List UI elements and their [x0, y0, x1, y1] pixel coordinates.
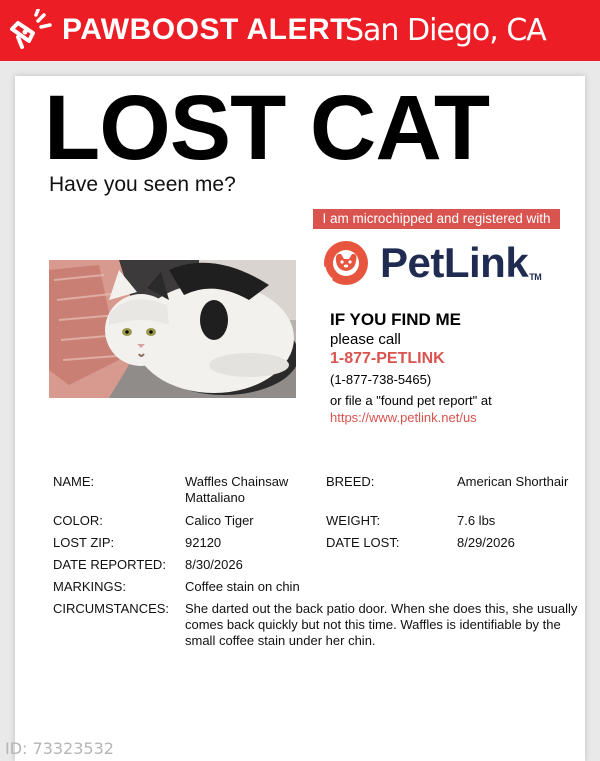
petlink-logo-text [380, 237, 541, 289]
location-label: San Diego, CA [345, 13, 546, 48]
breed-value: American Shorthair [457, 474, 569, 489]
megaphone-paw-icon [8, 9, 54, 51]
call-label: please call [330, 331, 401, 348]
lost-zip-label: LOST ZIP: [53, 535, 115, 550]
weight-value: 7.6 lbs [457, 513, 496, 528]
microchip-banner: I am microchipped and registered with [313, 209, 560, 229]
circumstances-value: She darted out the back patio door. When she does this, she usually comes back quickly but not this time. Waffles is identifiable by the small coffee stain under her chin. [185, 601, 578, 648]
contact-title: IF YOU FIND ME [330, 310, 461, 329]
post-id: ID: 73323532 [5, 739, 114, 758]
lost-zip-value: 92120 [185, 535, 222, 550]
date-reported-value: 8/30/2026 [185, 557, 243, 572]
name-value: Waffles Chainsaw Mattaliano [185, 474, 289, 505]
brand-name: PAWBOOST ALERT [62, 13, 349, 46]
file-report-label: or file a "found pet report" at [330, 393, 492, 408]
name-label: NAME: [53, 474, 95, 489]
contact-phone[interactable]: 1-877-PETLINK [330, 350, 445, 367]
petlink-report-link[interactable]: https://www.petlink.net/us [330, 410, 477, 425]
breed-label: BREED: [326, 474, 375, 489]
flyer-title: LOST CAT [44, 77, 490, 179]
flyer-subtitle: Have you seen me? [49, 173, 236, 196]
contact-phone-digits: (1-877-738-5465) [330, 372, 432, 387]
weight-label: WEIGHT: [326, 513, 381, 528]
circumstances-label: CIRCUMSTANCES: [53, 601, 170, 616]
markings-value: Coffee stain on chin [185, 579, 300, 594]
markings-label: MARKINGS: [53, 579, 126, 594]
color-label: COLOR: [53, 513, 103, 528]
petlink-name: PetLink [380, 239, 529, 286]
date-lost-value: 8/29/2026 [457, 535, 515, 550]
petlink-dog-logo-icon [322, 239, 370, 287]
petlink-trademark: TM [529, 272, 542, 282]
cat-photo [49, 260, 296, 398]
color-value: Calico Tiger [185, 513, 254, 528]
date-lost-label: DATE LOST: [326, 535, 400, 550]
date-reported-label: DATE REPORTED: [53, 557, 166, 572]
alert-header [0, 0, 600, 61]
